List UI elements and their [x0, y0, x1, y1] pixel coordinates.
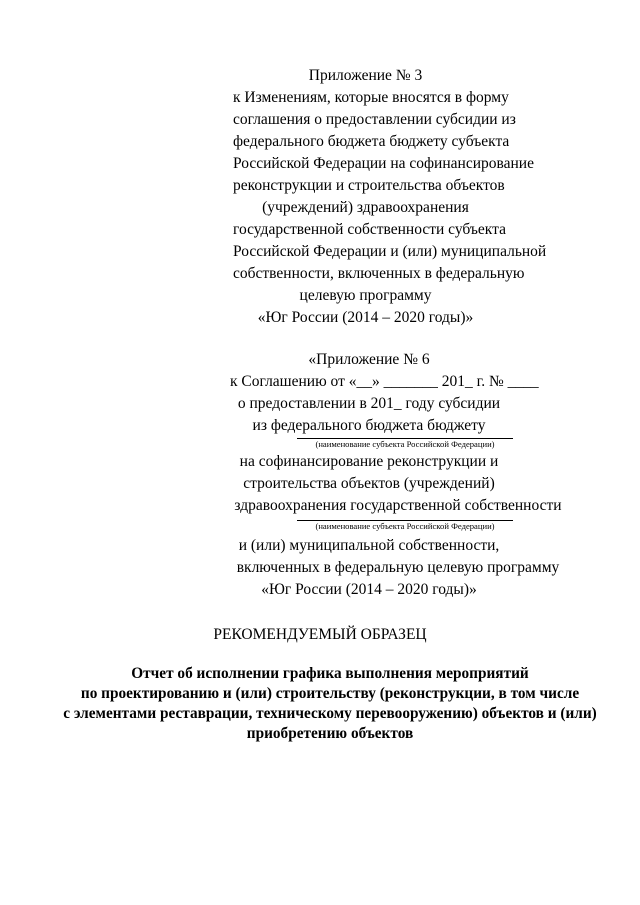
appendix-6-line: строительства объектов (учреждений) [243, 475, 495, 492]
appendix-6-line: здравоохранения государственной собственности [234, 497, 562, 514]
appendix-3-line: реконструкции и строительства объектов [233, 177, 505, 194]
appendix-3-line: собственности, включенных в федеральную [233, 265, 525, 282]
appendix-3-line: соглашения о предоставлении субсидии из [233, 111, 516, 128]
appendix-6-line: на софинансирование реконструкции и [239, 453, 499, 470]
appendix-3-line: (учреждений) здравоохранения [262, 199, 469, 216]
appendix-6-line: «Приложение № 6 [308, 351, 430, 368]
report-title-line: приобретению объектов [246, 725, 414, 742]
report-title-line: Отчет об исполнении графика выполнения мероприятий [131, 665, 529, 682]
appendix-3-line: к Изменениям, которые вносятся в форму [233, 89, 509, 106]
report-title-line: с элементами реставрации, техническому перевооружению) объектов и (или) [63, 705, 597, 722]
appendix-3-line: Российской Федерации и (или) муниципальной [233, 243, 547, 260]
appendix-6-line: «Юг России (2014 – 2020 годы)» [261, 581, 477, 598]
appendix-6-line: из федерального бюджета бюджету [252, 417, 486, 434]
subject-name-caption: (наименование субъекта Российской Федерации) [315, 439, 495, 449]
appendix-6-line: к Соглашению от «__» _______ 201_ г. № ____ [230, 373, 539, 390]
appendix-3-line: Приложение № 3 [308, 67, 423, 84]
appendix-3-line: государственной собственности субъекта [233, 221, 506, 238]
appendix-6-line: о предоставлении в 201_ году субсидии [237, 395, 501, 412]
appendix-3-line: Российской Федерации на софинансирование [233, 155, 534, 172]
subject-name-caption: (наименование субъекта Российской Федерации) [315, 521, 495, 531]
appendix-3-line: федерального бюджета бюджету субъекта [233, 133, 510, 150]
appendix-3-line: «Юг России (2014 – 2020 годы)» [257, 309, 474, 326]
report-title-line: по проектированию и (или) строительству (реконструкции, в том числе [80, 685, 580, 702]
appendix-6-line: и (или) муниципальной собственности, [238, 537, 500, 554]
recommended-sample-label: РЕКОМЕНДУЕМЫЙ ОБРАЗЕЦ [213, 626, 427, 643]
appendix-6-line: включенных в федеральную целевую программу [236, 559, 560, 576]
appendix-3-line: целевую программу [299, 287, 432, 304]
